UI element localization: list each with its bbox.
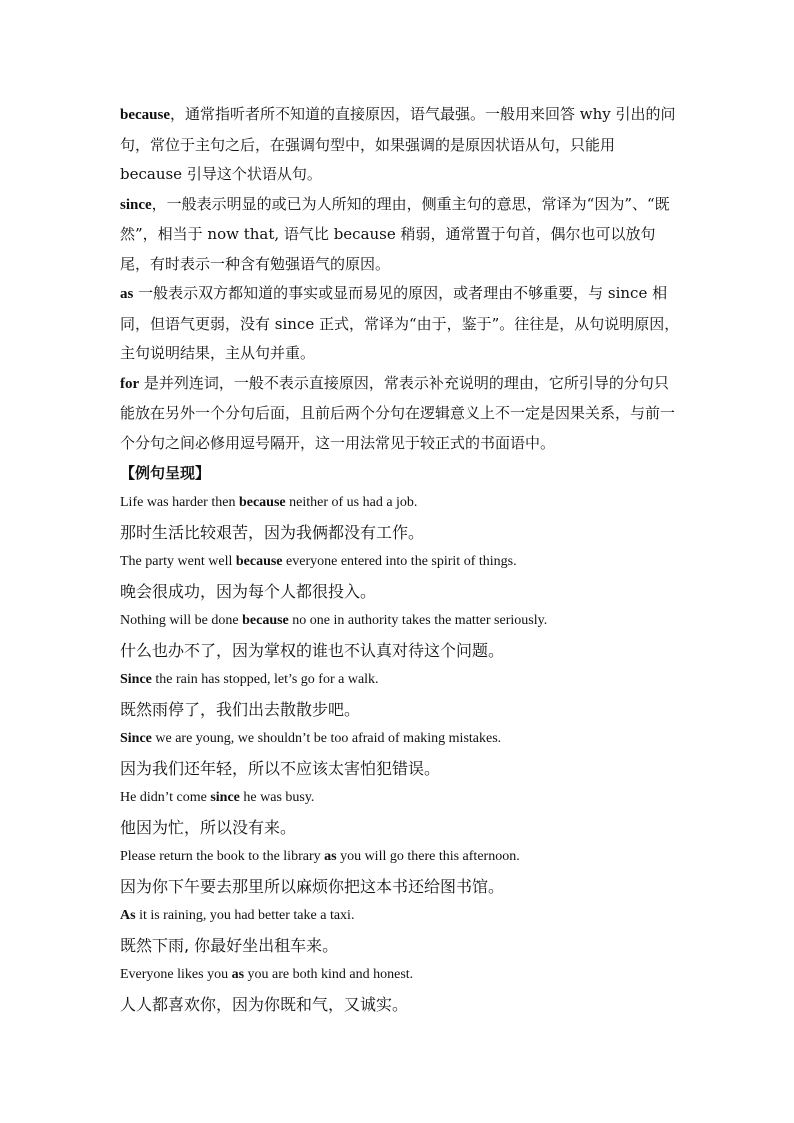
example-english: [120, 724, 680, 754]
example-8: [120, 901, 680, 960]
example-1: [120, 488, 680, 547]
example-chinese: 因为我们还年轻，所以不应该太害怕犯错误。: [120, 758, 441, 778]
example-keyword: as: [231, 967, 245, 982]
example-chinese: 既然雨停了，我们出去散散步吧。: [120, 699, 361, 719]
example-english: [120, 783, 680, 813]
example-english: [120, 547, 680, 577]
example-text-after: everyone entered into the spirit of things.: [282, 554, 517, 569]
explanation-text: ，一般表示明显的或已为人所知的理由，侧重主句的意思，常译为“因为”、“既然”，相当于 now that, 语气比 because 稍弱，通常置于句首，偶尔也可以放句尾，有时表示一种含有勉强语气的原因。: [120, 194, 670, 273]
example-text-before: Nothing will be done: [120, 613, 243, 628]
example-english: [120, 488, 680, 518]
example-keyword: as: [324, 849, 337, 864]
examples-heading: 【例句呈现】: [120, 464, 211, 482]
explanation-text: 是并列连词，一般不表示直接原因，常表示补充说明的理由，它所引导的分句只能放在另外一个分句后面，且前后两个分句在逻辑意义上不一定是因果关系，与前一个分句之间必修用逗号隔开，这一用法常见于较正式的书面语中。: [120, 373, 676, 452]
example-chinese: 晚会很成功，因为每个人都很投入。: [120, 581, 377, 601]
example-english: [120, 960, 680, 990]
example-text-before: The party went well: [120, 554, 236, 569]
example-chinese: 人人都喜欢你，因为你既和气，又诚实。: [120, 994, 409, 1014]
explanation-for: [120, 369, 680, 459]
explanation-as: [120, 279, 680, 369]
explanation-because: [120, 100, 680, 190]
example-keyword: Since: [120, 731, 152, 746]
example-keyword: because: [235, 554, 283, 569]
example-english: [120, 842, 680, 872]
example-text-after: no one in authority takes the matter seriously.: [288, 613, 548, 628]
example-chinese: 他因为忙，所以没有来。: [120, 817, 297, 837]
example-text-after: it is raining, you had better take a taxi.: [135, 908, 355, 923]
example-keyword: As: [120, 908, 136, 923]
example-text-after: neither of us had a job.: [285, 495, 418, 510]
example-text-after: the rain has stopped, let’s go for a walk.: [151, 672, 379, 687]
example-chinese: 因为你下午要去那里所以麻烦你把这本书还给图书馆。: [120, 876, 505, 896]
example-6: [120, 783, 680, 842]
example-text-before: He didn’t come: [120, 790, 211, 805]
example-4: [120, 665, 680, 724]
term-for: for: [120, 375, 140, 392]
example-text-before: Everyone likes you: [120, 967, 232, 982]
example-3: [120, 606, 680, 665]
term-as: as: [120, 286, 134, 302]
example-5: [120, 724, 680, 783]
document-page: [120, 100, 680, 1019]
explanation-text: 一般表示双方都知道的事实或显而易见的原因，或者理由不够重要，与 since 相同，但语气更弱，没有 since 正式，常译为“由于，鉴于”。往往是，从句说明原因，主句说明结果，主从句并重。: [120, 284, 680, 362]
example-text-after: he was busy.: [239, 790, 315, 805]
example-text-after: we are young, we shouldn’t be too afraid of making mistakes.: [151, 731, 502, 746]
example-chinese: 什么也办不了，因为掌权的谁也不认真对待这个问题。: [120, 640, 505, 660]
example-keyword: Since: [120, 672, 152, 687]
example-text-before: Life was harder then: [120, 495, 239, 510]
example-chinese: 既然下雨, 你最好坐出租车来。: [120, 935, 339, 955]
example-english: [120, 665, 680, 695]
example-text-after: you will go there this afternoon.: [336, 849, 520, 864]
example-chinese: 那时生活比较艰苦，因为我俩都没有工作。: [120, 522, 425, 542]
example-keyword: because: [242, 613, 289, 628]
example-9: [120, 960, 680, 1019]
example-english: [120, 901, 680, 931]
term-because: because: [120, 107, 170, 123]
term-since: since: [120, 196, 152, 213]
example-english: [120, 606, 680, 636]
explanation-since: [120, 190, 680, 280]
example-keyword: since: [210, 790, 240, 805]
example-7: [120, 842, 680, 901]
explanation-text: ，通常指听者所不知道的直接原因，语气最强。一般用来回答 why 引出的问句，常位于主句之后，在强调句型中，如果强调的是原因状语从句，只能用 because 引导这个状语从句。: [120, 105, 676, 183]
example-text-after: you are both kind and honest.: [244, 967, 414, 982]
example-keyword: because: [238, 495, 286, 510]
example-text-before: Please return the book to the library: [120, 849, 325, 864]
example-2: [120, 547, 680, 606]
